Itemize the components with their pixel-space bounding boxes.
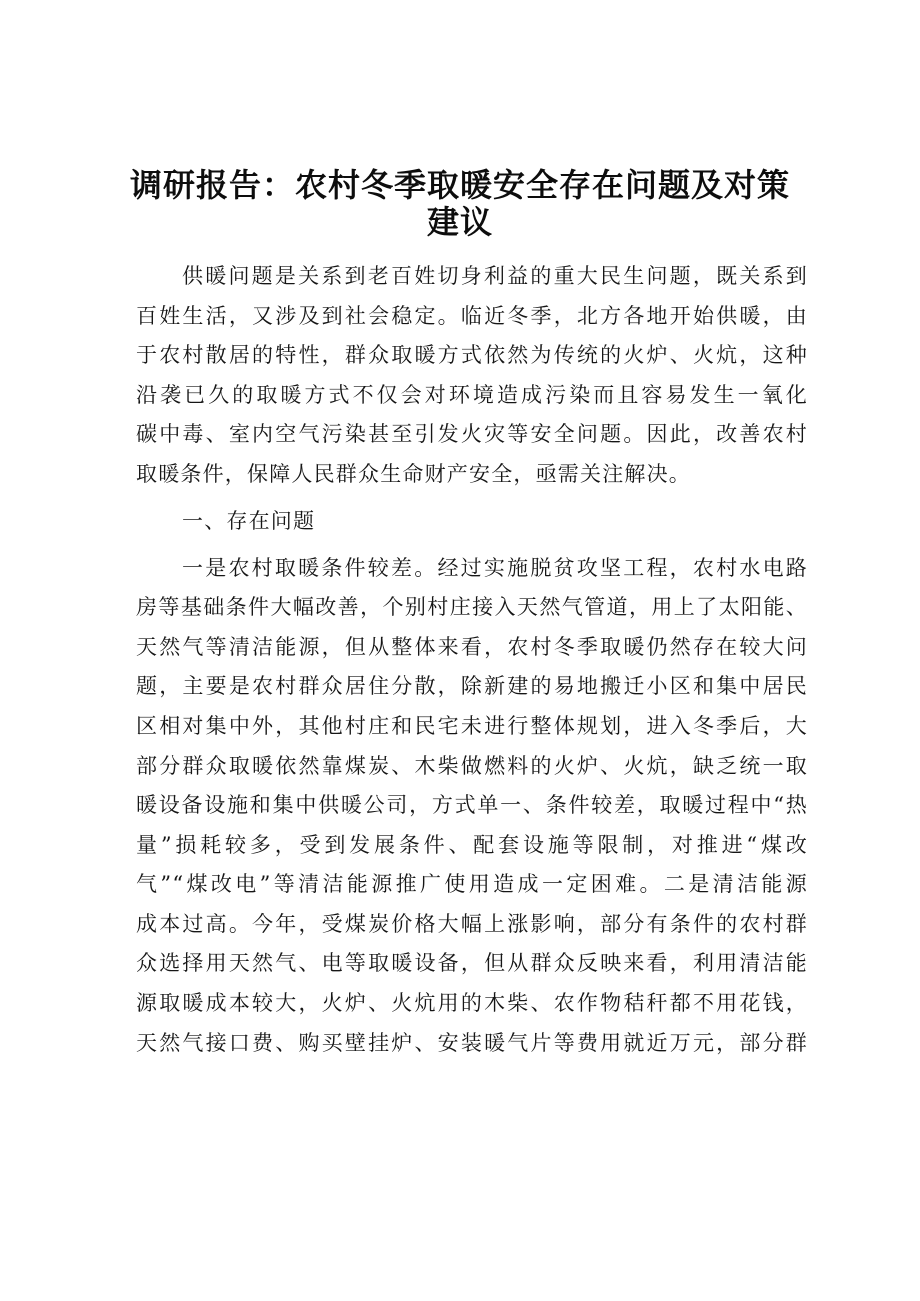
section-paragraph <box>136 549 808 1064</box>
document-title-line-2: 建议 <box>426 203 493 241</box>
text-line: 天然气接口费、购买壁挂炉、安装暖气片等费用就近万元，部分群 <box>136 1030 808 1055</box>
document-title-line-1: 调研报告：农村冬季取暖安全存在问题及对策 <box>130 166 791 204</box>
text-line: 暖设备设施和集中供暖公司，方式单一、条件较差，取暖过程中“热 <box>136 793 808 818</box>
text-line: 于农村散居的特性，群众取暖方式依然为传统的火炉、火炕，这种 <box>136 343 808 368</box>
text-line: 源取暖成本较大，火炉、火炕用的木柴、农作物秸秆都不用花钱， <box>136 991 808 1016</box>
document-body <box>136 257 808 1063</box>
text-line: 天然气等清洁能源，但从整体来看，农村冬季取暖仍然存在较大问 <box>136 634 808 659</box>
section-heading: 一、存在问题 <box>182 508 316 533</box>
text-line: 气”“煤改电”等清洁能源推广使用造成一定困难。二是清洁能源 <box>136 872 808 897</box>
text-line: 量”损耗较多，受到发展条件、配套设施等限制，对推进“煤改 <box>136 832 808 857</box>
text-line: 百姓生活，又涉及到社会稳定。临近冬季，北方各地开始供暖，由 <box>136 303 808 328</box>
text-line: 取暖条件，保障人民群众生命财产安全，亟需关注解决。 <box>136 461 691 486</box>
intro-paragraph <box>136 257 808 495</box>
text-line: 部分群众取暖依然靠煤炭、木柴做燃料的火炉、火炕，缺乏统一取 <box>136 753 808 778</box>
text-line: 成本过高。今年，受煤炭价格大幅上涨影响，部分有条件的农村群 <box>136 911 808 936</box>
text-line: 众选择用天然气、电等取暖设备，但从群众反映来看，利用清洁能 <box>136 951 808 976</box>
section-heading-paragraph <box>136 502 808 542</box>
text-line: 区相对集中外，其他村庄和民宅未进行整体规划，进入冬季后，大 <box>136 713 808 738</box>
text-line: 供暖问题是关系到老百姓切身利益的重大民生问题，既关系到 <box>182 264 808 288</box>
text-line: 一是农村取暖条件较差。经过实施脱贫攻坚工程，农村水电路 <box>182 555 808 580</box>
text-line: 题，主要是农村群众居住分散，除新建的易地搬迁小区和集中居民 <box>136 674 808 699</box>
text-line: 碳中毒、室内空气污染甚至引发火灾等安全问题。因此，改善农村 <box>136 422 808 447</box>
text-line: 房等基础条件大幅改善，个别村庄接入天然气管道，用上了太阳能、 <box>136 595 808 620</box>
text-line: 沿袭已久的取暖方式不仅会对环境造成污染而且容易发生一氧化 <box>136 382 808 407</box>
